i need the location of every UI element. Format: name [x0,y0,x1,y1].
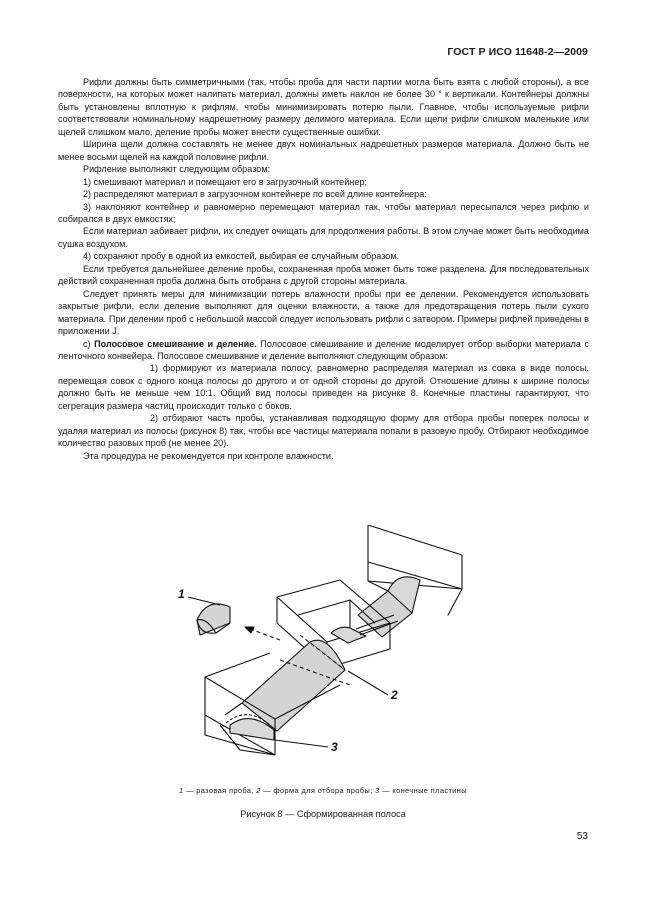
step-paragraph: 2) отбирают часть пробы, устанавливая подходящую форму для отбора пробы поперек полосы и удаляя материал из полосы (рисунок 8) так, чтобы все частицы материала попали в разовую пробу. Отбирают необходимое количество разовых проб (не менее 20). [58,413,589,449]
figure-8 [150,525,490,775]
page-number: 53 [576,831,588,842]
label-3: 3 [331,740,338,754]
section-c-paragraph [58,338,589,363]
figure-legend: 1 — разовая проба, 2 — форма для отбора пробы; 3 — конечные пластины [179,786,467,795]
document-id: ГОСТ Р ИСО 11648-2—2009 [447,46,588,58]
label-1: 1 [178,587,185,601]
section-c-prefix: c) [83,338,95,349]
paragraph: Ширина щели должна составлять не менее двух номинальных надрешетных размеров материала. Должно быть не менее восьми щелей на каждой половине рифли. [58,139,589,162]
label-2: 2 [391,688,398,702]
leader-3 [275,740,328,747]
paragraph: Если материал забивает рифли, их следует очищать для продолжения работы. В этом случае может быть необходима сушка воздухом. [58,226,589,249]
leader-1 [188,597,220,605]
paragraph: Рифление выполняют следующим образом: [83,164,271,175]
closing-paragraph: Эта процедура не рекомендуется при контроле влажности. [83,450,334,461]
step-paragraph: 1) формируют из материала полосу, равномерно распределяя материал из совка в виде полосы, перемещая совок с одного конца полосы до другого и от одной стороны до другой. Отношение длины к ширине полосы должно быть не меньше чем 10:1. Общий вид полосы приведен на рисунке 8. Конечные пластины гарантируют, что сегрегация размера частиц происходит только с боков. [58,363,589,411]
strip-diagram [150,525,490,775]
figure-caption: Рисунок 8 — Сформированная полоса [240,809,406,819]
paragraph: Если требуется дальнейшее деление пробы, сохраненная проба может быть тоже разделена. Для последовательных действий сохраненная проба должна быть отобрана с другой стороны материала. [58,263,589,287]
leader-2 [348,671,388,695]
paragraph: 4) сохраняют пробу в одной из емкостей, выбирая ее случайным образом. [83,251,400,262]
paragraph: 2) распределяют материал в загрузочном контейнере по всей длине контейнера; [83,189,427,200]
paragraph: 3) наклоняют контейнер и равномерно перемещают материал так, чтобы материал пересыпался через рифлю и собирался в двух емкостях; [58,201,589,224]
section-c-text: Полосовое смешивание и деление моделирует отбор выборки материала с ленточного конвейера. Полосовое смешивание и деление выполняют следующим образом: [58,338,589,361]
paragraph: Рифли должны быть симметричными (так, чтобы проба для части партии могла быть взята с любой стороны), а все поверхности, на которых может налипать материал, должны иметь наклон не более 30 ° к вертикали. Контейнеры должны быть установлены вплотную к рифлям, чтобы минимизировать потерю пыли. Главное, чтобы используемые рифли соответствовали номинальному надрешетному размеру делимого материала. Если щели рифли слишком маленькие или щелей слишком мало, деление пробы может внести существенные ошибки. [58,77,589,137]
paragraph: 1) смешивают материал и помещают его в загрузочный контейнер; [83,176,367,187]
section-c-title: Полосовое смешивание и деление. [94,338,257,349]
body-text [58,76,589,462]
paragraph: Следует принять меры для минимизации потерь влажности пробы при ее делении. Рекомендуется использовать закрытые рифли, если деление выполняют для оценки влажности, а также для предотвращения потерь пыли сухого материала. При делении проб с небольшой массой следует использовать рифли с затвором. Примеры рифлей приведены в приложении J. [58,288,589,337]
